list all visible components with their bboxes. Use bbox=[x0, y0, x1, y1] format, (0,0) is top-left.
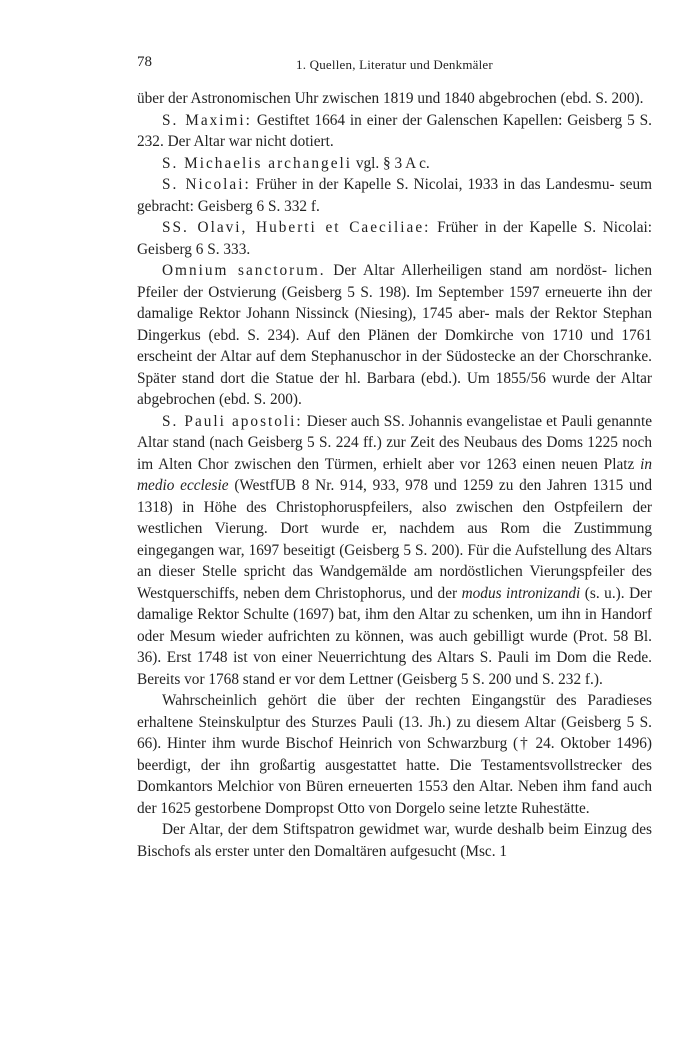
body-text bbox=[137, 88, 652, 862]
text-line: Geisberg 6 S. 333. bbox=[137, 240, 251, 258]
text-line: erneuerte ihn der damalige Rektor Johann Nissinck (Niesing), 1745 aber- bbox=[137, 283, 653, 322]
text-line: lichen Pfeiler der Ostvierung (Geisberg 5 S. 198). Im September 1597 bbox=[137, 262, 652, 301]
text-line: in der Südostecke an der Chorschranke. Später stand dort die Statue der bbox=[137, 348, 653, 387]
text-line: Früher in der Kapelle S. Nicolai: bbox=[430, 219, 652, 236]
page-header bbox=[137, 48, 652, 78]
paragraph-pauli-apostoli bbox=[137, 411, 652, 691]
paragraph-omnium-sanctorum bbox=[137, 260, 652, 411]
text-segment: (WestfUB 8 Nr. 914, 933, 978 und 1259 zu den Jahren 1315 und 1318) in Höhe des Christophoruspfeilers, also zwischen den Ostpfeilern der westlichen Vierung. Dort wurde er, nachdem aus Rom die Zustimmung eingegangen war, 1697 beseitigt (Geisberg 5 S. 200). Für die Aufstellung des Altars an dieser Stelle spricht das Wandgemälde am nordöstlichen Vierungspfeiler des Westquerschiffs, neben dem Christophorus, und der bbox=[137, 477, 653, 602]
text-line: hl. Barbara (ebd.). Um 1855/56 wurde der Altar abgebrochen (ebd. S. 200). bbox=[137, 369, 652, 408]
altar-term: Omnium sanctorum. bbox=[162, 262, 326, 279]
text-line: Früher in der Kapelle S. Nicolai, 1933 in das Landesmu- bbox=[250, 176, 615, 193]
paragraph-stiftspatron: Der Altar, der dem Stiftspatron gewidmet war, wurde deshalb beim Einzug des Bischofs als erster unter den Domaltären aufgesucht (Msc. 1 bbox=[137, 821, 652, 860]
paragraph-olavi bbox=[137, 217, 652, 260]
text-line: Domkirche von 1710 und 1761 erscheint der Altar auf dem Stephanuschor bbox=[137, 326, 652, 365]
running-title: 1. Quellen, Literatur und Denkmäler bbox=[296, 57, 493, 72]
altar-term: S. Michaelis archangeli bbox=[162, 154, 352, 172]
page-number: 78 bbox=[137, 54, 152, 70]
text-segment: Dieser auch SS. Johannis evangelistae et Pauli genannte Altar stand (nach Geisberg 5 S. 224 ff.) zur Zeit des Neubaus des Doms 1225 noch im Alten Chor zwischen den Türmen, erhielt aber vor 1263 einen neuen Platz bbox=[137, 412, 652, 473]
text-line: vgl. § 3 A c. bbox=[352, 154, 430, 172]
paragraph-maximi bbox=[137, 110, 652, 153]
text-line: Der Altar Allerheiligen stand am nordöst- bbox=[325, 262, 607, 279]
paragraph-michaelis bbox=[137, 153, 652, 175]
latin-phrase: modus intronizandi bbox=[461, 584, 581, 602]
text-line: seum gebracht: Geisberg 6 S. 332 f. bbox=[137, 176, 652, 215]
text-segment: (s. u.). Der damalige Rektor Schulte (1697) bat, ihm den Altar zu schenken, um ihn in Handorf oder Mesum wieder aufrichten zu können, was auch gebilligt wurde (Prot. 58 Bl. 36). Erst 1748 ist von einer Neuerrichtung des Altars S. Pauli im Dom die Rede. Bereits vor 1768 stand er vor dem Lettner (Geisberg 5 S. 200 und S. 232 f.). bbox=[137, 584, 653, 688]
paragraph-astronomische-uhr bbox=[137, 88, 652, 110]
text-line: Gestiftet 1664 in einer der Galenschen Kapellen: Geisberg bbox=[251, 111, 623, 129]
altar-term: S. Nicolai: bbox=[162, 176, 251, 193]
altar-term: SS. Olavi, Huberti et Caeciliae: bbox=[162, 219, 431, 236]
altar-term: S. Maximi: bbox=[162, 111, 252, 129]
text-line: mals der Rektor Stephan Dingerkus (ebd. S. 234). Auf den Plänen der bbox=[137, 305, 652, 344]
text-line: 5 S. 232. Der Altar war nicht dotiert. bbox=[137, 111, 653, 150]
altar-term: S. Pauli apostoli: bbox=[162, 412, 303, 430]
text-line: S. 200). bbox=[595, 90, 644, 107]
paragraph-nicolai bbox=[137, 174, 652, 217]
latin-phrase: in medio ecclesie bbox=[137, 455, 652, 494]
paragraph-steinskulptur: Wahrscheinlich gehört die über der rechten Eingangstür des Paradieses erhaltene Steinskulptur des Sturzes Pauli (13. Jh.) zu diesem Altar (Geisberg 5 S. 66). Hinter ihm wurde Bischof Heinrich von Schwarzburg († 24. Oktober 1496) beerdigt, der ihn großartig ausgestattet hatte. Die Testamentsvollstrecker des Domkantors Melchior von Büren erneuerten 1553 den Altar. Neben ihm fand auch der 1625 gestorbene Dompropst Otto von Dorgelo seine letzte Ruhestätte. bbox=[137, 692, 652, 817]
text-line: über der Astronomischen Uhr zwischen 1819 und 1840 abgebrochen (ebd. bbox=[137, 90, 592, 107]
